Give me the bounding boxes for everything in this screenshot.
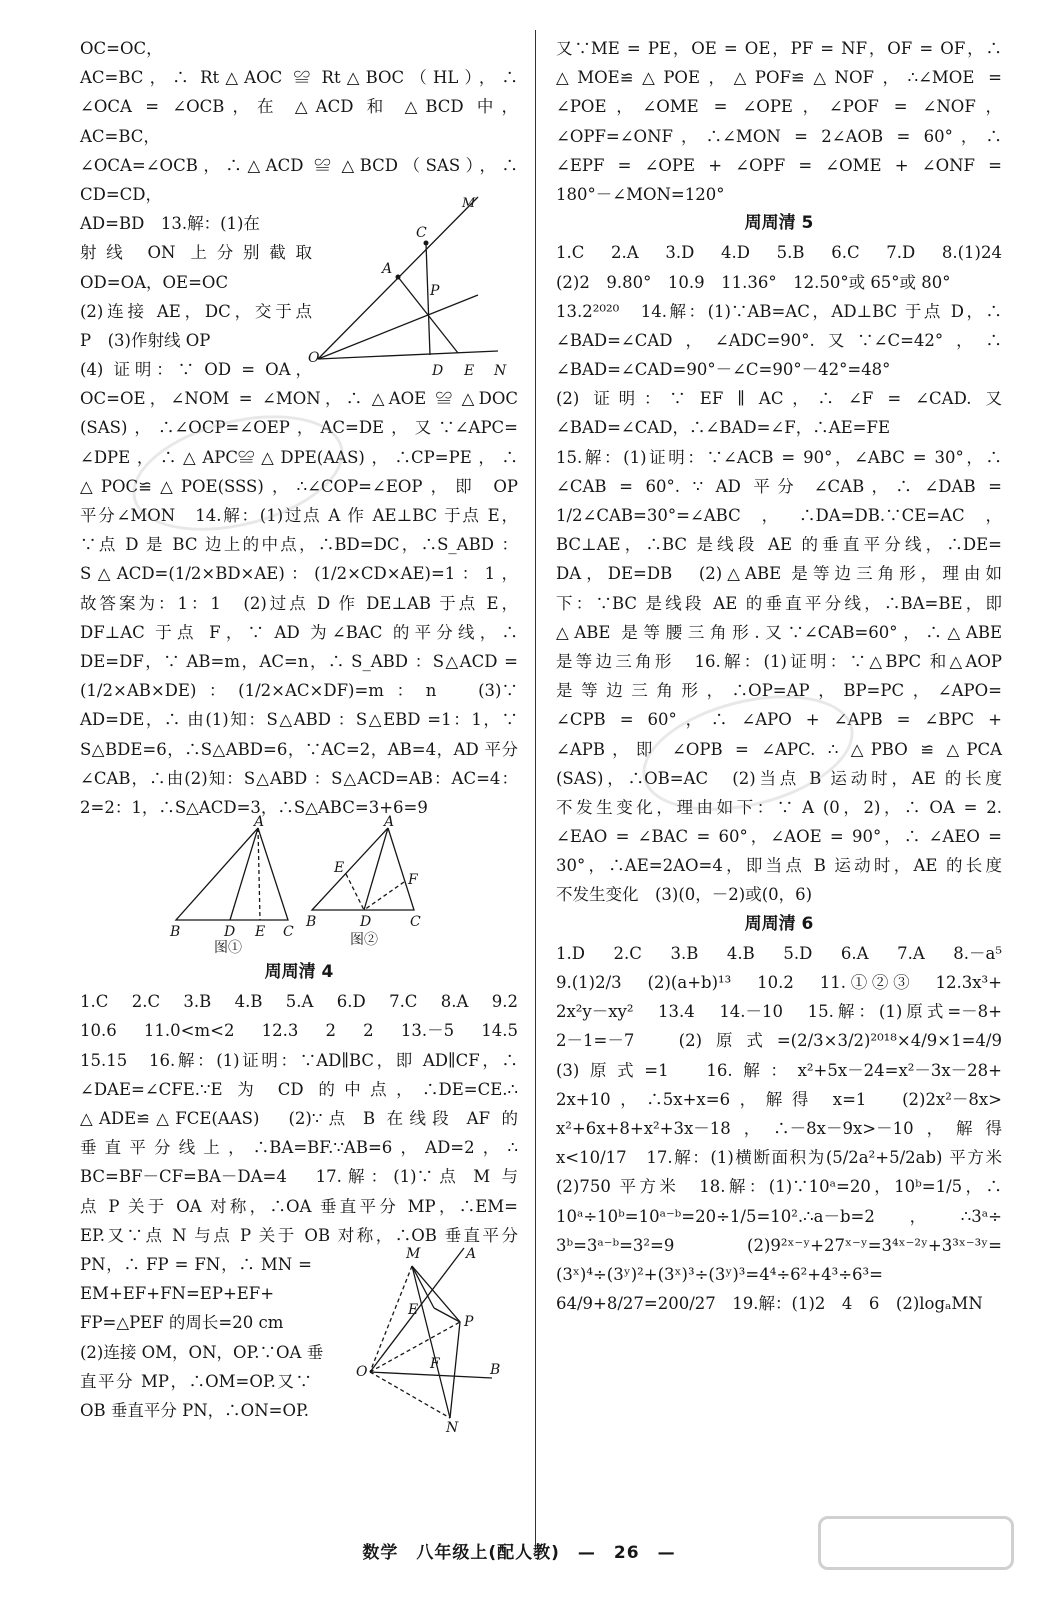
svg-text:P: P [464, 1313, 474, 1330]
text-line: (3ˣ)⁴÷(3ʸ)²+(3ˣ)³÷(3ʸ)³=4⁴÷6²+4³÷6³= [556, 1264, 883, 1284]
text-line: OD=OA，OE=OC [80, 272, 229, 292]
text-line: AC=BC， [80, 126, 160, 146]
section-title-4: 周周清 4 [264, 962, 334, 983]
text-line: △ABE 是等腰三角形.又∵∠CAB=60°，∴△ABE [556, 622, 1002, 642]
text-line: CD=CD， [80, 184, 163, 204]
text-line: 2x+10，∴5x+x=6，解得 x=1 (2)2x²－8x> [556, 1089, 1002, 1109]
text-line: 15.15 16.解：(1)证明：∵AD∥BC，即 AD∥CF，∴ [80, 1050, 518, 1070]
text-line: 不发生变化，理由如下：∵ A (0，2)，∴ OA = 2. [556, 797, 1002, 817]
triangle-figures [80, 814, 518, 957]
svg-text:A: A [466, 1245, 477, 1262]
text-line: △POC≌△POE(SSS)，∴∠COP=∠EOP，即 OP [80, 476, 518, 496]
text-line: 1.C 2.C 3.B 4.B 5.A 6.D 7.C 8.A 9.2 [80, 992, 518, 1012]
svg-text:E: E [334, 860, 345, 877]
section5-body [556, 238, 1002, 909]
svg-text:E: E [464, 363, 475, 380]
figure-caption-2: 图② [350, 932, 378, 949]
q13-block [80, 196, 518, 384]
text-line: ∠OCA = ∠OCB，在 △ACD 和 △BCD 中， [80, 97, 518, 117]
svg-text:F: F [430, 1355, 440, 1372]
text-line: 又∵ME = PE，OE = OE，PF = NF，OF = OF，∴ [556, 39, 1002, 58]
text-line: (SAS)，∴∠OCP=∠OEP，AC=DE，又∵∠APC= [80, 418, 518, 438]
text-line: FP=△PEF 的周长=20 cm [80, 1313, 284, 1333]
svg-text:N: N [494, 363, 507, 380]
text-line: 9.(1)2/3 (2)(a+b)¹³ 10.2 11.①②③ 12.3x³+ [556, 973, 1002, 992]
section4-body [80, 987, 518, 1250]
q17-block [80, 1245, 518, 1436]
text-line: ∠DPE，∴△APC≌△DPE(AAS)，∴CP=PE，∴ [80, 447, 518, 467]
text-line: 1.D 2.C 3.B 4.B 5.D 6.A 7.A 8.－a⁵ [556, 943, 1002, 963]
left-lines-a [80, 34, 518, 212]
text-line: ∠POE，∠OME = ∠OPE，∠POF = ∠NOF， [556, 97, 1002, 117]
text-line: ∠DAE=∠CFE.∵E 为 CD 的中点，∴DE=CE.∴ [80, 1079, 518, 1099]
text-line: OB 垂直平分 PN，∴ON=OP. [80, 1400, 310, 1420]
svg-text:N: N [446, 1419, 459, 1436]
svg-text:A: A [384, 814, 395, 831]
svg-text:C: C [416, 225, 427, 242]
text-line: (2)2 9.80° 10.9 11.36° 12.50°或 65°或 80° [556, 272, 951, 292]
text-line: 射线 ON 上分别截取 [80, 243, 312, 263]
text-line: 垂直平分线上，∴BA=BF.∵AB=6，AD=2，∴ [80, 1138, 518, 1158]
svg-text:B: B [170, 924, 181, 941]
svg-text:D: D [224, 924, 236, 941]
text-line: S△ACD=(1/2×BD×AE)：(1/2×CD×AE)=1：1， [80, 564, 518, 584]
text-line: 下：∵BC 是线段 AE 的垂直平分线，∴BA=BE，即 [556, 593, 1002, 613]
svg-text:A: A [254, 814, 265, 831]
svg-text:O: O [356, 1363, 368, 1380]
text-line: 30°，∴AE=2AO=4，即当点 B 运动时，AE 的长度 [556, 856, 1002, 876]
right-lines-a [556, 34, 1002, 209]
text-line: 1/2∠CAB=30°=∠ABC，∴DA=DB.∵CE=AC， [556, 506, 1002, 525]
svg-text:E: E [255, 924, 266, 941]
svg-text:C: C [283, 924, 294, 941]
text-line: BC⊥AE，∴BC 是线段 AE 的垂直平分线，∴DE= [556, 535, 1002, 555]
text-line: 平分∠MON 14.解：(1)过点 A 作 AE⊥BC 于点 E， [80, 506, 518, 525]
text-line: (3)原式=1 16.解：x²+5x－24=x²－3x－28+ [556, 1060, 1002, 1080]
text-line: (2)连接 AE，DC，交于点 [80, 301, 312, 321]
text-line: (2) 证明：∵ EF ∥ AC，∴ ∠F = ∠CAD. 又 [556, 389, 1002, 409]
svg-text:F: F [408, 872, 418, 889]
symmetry-figure [352, 1245, 518, 1436]
svg-text:B: B [490, 1361, 501, 1378]
svg-text:A: A [382, 261, 393, 278]
text-line: 64/9+8/27=200/27 19.解：(1)2 4 6 (2)logₐMN [556, 1294, 983, 1314]
svg-text:M: M [462, 196, 476, 212]
text-line: S△BDE=6，∴S△ABD=6，∵AC=2，AB=4，AD 平分 [80, 739, 518, 759]
text-line: 2－1=－7 (2)原式=(2/3×3/2)²⁰¹⁸×4/9×1=4/9 [556, 1031, 1002, 1051]
text-line: ∠EPF = ∠OPE + ∠OPF = ∠OME + ∠ONF = [556, 155, 1002, 175]
page-footer: 数学 八年级上(配人教) — 26 — [362, 1543, 676, 1563]
svg-text:B: B [306, 914, 317, 931]
watermark-logo [818, 1516, 1014, 1570]
text-line: x²+6x+8+x²+3x－18，∴－8x－9x>－10，解得 [556, 1118, 1002, 1138]
text-line: BC=BF－CF=BA－DA=4 17.解：(1)∵点 M 与 [80, 1167, 518, 1187]
svg-text:O: O [308, 350, 320, 367]
text-line: EP.又∵点 N 与点 P 关于 OB 对称，∴OB 垂直平分 [80, 1225, 518, 1245]
text-line: △MOE≌△POE，△POF≌△NOF，∴∠MOE = [556, 68, 1002, 88]
svg-text:C: C [410, 914, 421, 931]
text-line: (4) 证明：∵ OD = OA， [80, 360, 312, 380]
left-column [80, 34, 518, 1436]
text-line: 15.解：(1)证明：∵∠ACB = 90°，∠ABC = 30°，∴ [556, 447, 1002, 467]
figure-caption-1: 图① [214, 940, 242, 957]
text-line: 点 P 关于 OA 对称，∴OA 垂直平分 MP，∴EM= [80, 1196, 518, 1216]
text-line: OC=OC， [80, 39, 163, 58]
text-line: 10.6 11.0<m<2 12.3 2 2 13.－5 14.5 [80, 1021, 518, 1041]
text-line: (SAS)，∴OB=AC (2)当点 B 运动时，AE 的长度 [556, 768, 1002, 788]
text-line: DE=DF，∵ AB=m，AC=n，∴ S_ABD ：S△ACD = [80, 651, 518, 671]
text-line: ∠CAB = 60°. ∵ AD 平分 ∠CAB，∴ ∠DAB = [556, 476, 1002, 496]
text-line: EM+EF+FN=EP+EF+ [80, 1284, 275, 1304]
text-line: ∠EAO = ∠BAC = 60°，∠AOE = 90°，∴ ∠AEO = [556, 827, 1002, 847]
text-line: 是等边三角形，∴OP=AP，BP=PC，∠APO= [556, 681, 1002, 701]
text-line: 故答案为：1：1 (2)过点 D 作 DE⊥AB 于点 E， [80, 593, 518, 613]
text-line: 3ᵇ=3ᵃ⁻ᵇ=3²=9 (2)9²ˣ⁻ʸ+27ˣ⁻ʸ=3⁴ˣ⁻²ʸ+3³ˣ⁻³ʸ= [556, 1235, 1002, 1255]
left-lines-c [80, 384, 518, 822]
svg-text:M: M [406, 1245, 421, 1262]
text-line: x<10/17 17.解：(1)横断面积为(5/2a²+5/2ab) 平方米 [556, 1148, 1002, 1168]
text-line: 2=2：1，∴S△ACD=3，∴S△ABC=3+6=9 [80, 797, 428, 817]
column-divider [535, 30, 536, 1550]
text-line: ∠BAD=∠CAD，∴∠BAD=∠F，∴AE=FE [556, 418, 890, 438]
text-line: P (3)作射线 OP [80, 330, 211, 350]
text-line: (2)连接 OM，ON，OP.∵OA 垂 [80, 1342, 324, 1362]
svg-text:P: P [430, 283, 440, 300]
text-line: 180°－∠MON=120° [556, 184, 725, 204]
angle-bisector-figure [308, 196, 518, 380]
text-line: ∠APB，即 ∠OPB = ∠APC. ∴ △PBO ≌ △PCA [556, 739, 1002, 759]
section-title-5: 周周清 5 [744, 213, 814, 234]
svg-text:D: D [432, 363, 444, 380]
section-title-6: 周周清 6 [744, 913, 814, 934]
text-line: 10ᵃ÷10ᵇ=10ᵃ⁻ᵇ=20÷1/5=10².∴a－b=2，∴3ᵃ÷ [556, 1206, 1002, 1226]
text-line: (1/2×AB×DE)：(1/2×AC×DF)=m：n (3)∵ [80, 681, 518, 701]
right-column [556, 34, 1002, 1318]
text-line: ∠OCA=∠OCB，∴△ACD ≌ △BCD（SAS），∴ [80, 155, 518, 175]
text-line: ∠BAD=∠CAD，∠ADC=90°.又∵∠C=42°，∴ [556, 330, 1002, 350]
text-line: 直平分 MP，∴OM=OP.又∵ [80, 1371, 312, 1391]
text-line: AD=DE，∴ 由(1)知：S△ABD ：S△EBD =1：1，∵ [80, 710, 518, 730]
text-line: DA，DE=DB (2)△ABE 是等边三角形，理由如 [556, 564, 1002, 584]
text-line: ∠BAD=∠CAD=90°－∠C=90°－42°=48° [556, 360, 891, 380]
text-line: 1.C 2.A 3.D 4.D 5.B 6.C 7.D 8.(1)24 [556, 243, 1002, 263]
svg-text:D: D [360, 914, 372, 931]
text-line: 13.2²⁰²⁰ 14.解：(1)∵AB=AC，AD⊥BC 于点 D，∴ [556, 301, 1002, 321]
text-line: DF⊥AC 于点 F，∵ AD 为∠BAC 的平分线，∴ [80, 622, 518, 642]
text-line: ∠CAB，∴由(2)知：S△ABD ：S△ACD=AB：AC=4： [80, 768, 518, 788]
text-line: AD=BD 13.解：(1)在 [80, 214, 260, 234]
section6-body [556, 939, 1002, 1318]
text-line: OC=OE，∠NOM = ∠MON，∴ △AOE ≌ △DOC [80, 389, 518, 409]
text-line: ∵点 D 是 BC 边上的中点，∴BD=DC，∴S_ABD ： [80, 535, 518, 555]
text-line: 2x²y－xy² 13.4 14.－10 15.解：(1)原式=－8+ [556, 1002, 1002, 1022]
svg-text:E: E [408, 1301, 419, 1318]
text-line: △ADE≌△FCE(AAS) (2)∵点 B 在线段 AF 的 [80, 1109, 518, 1128]
text-line: ∠OPF=∠ONF，∴∠MON = 2∠AOB = 60°，∴ [556, 126, 1002, 146]
text-line: 不发生变化 (3)(0，－2)或(0，6) [556, 885, 813, 905]
text-line: AC=BC，∴ Rt△AOC ≌ Rt△BOC（HL），∴ [80, 68, 518, 88]
text-line: (2)750 平方米 18.解：(1)∵10ᵃ=20，10ᵇ=1/5，∴ [556, 1177, 1002, 1197]
text-line: ∠CPB = 60°，∴ ∠APO + ∠APB = ∠BPC + [556, 710, 1002, 730]
text-line: PN，∴ FP = FN，∴ MN = [80, 1254, 312, 1274]
text-line: 是等边三角形 16.解：(1)证明：∵△BPC 和△AOP [556, 651, 1002, 671]
watermark [815, 1516, 1020, 1608]
